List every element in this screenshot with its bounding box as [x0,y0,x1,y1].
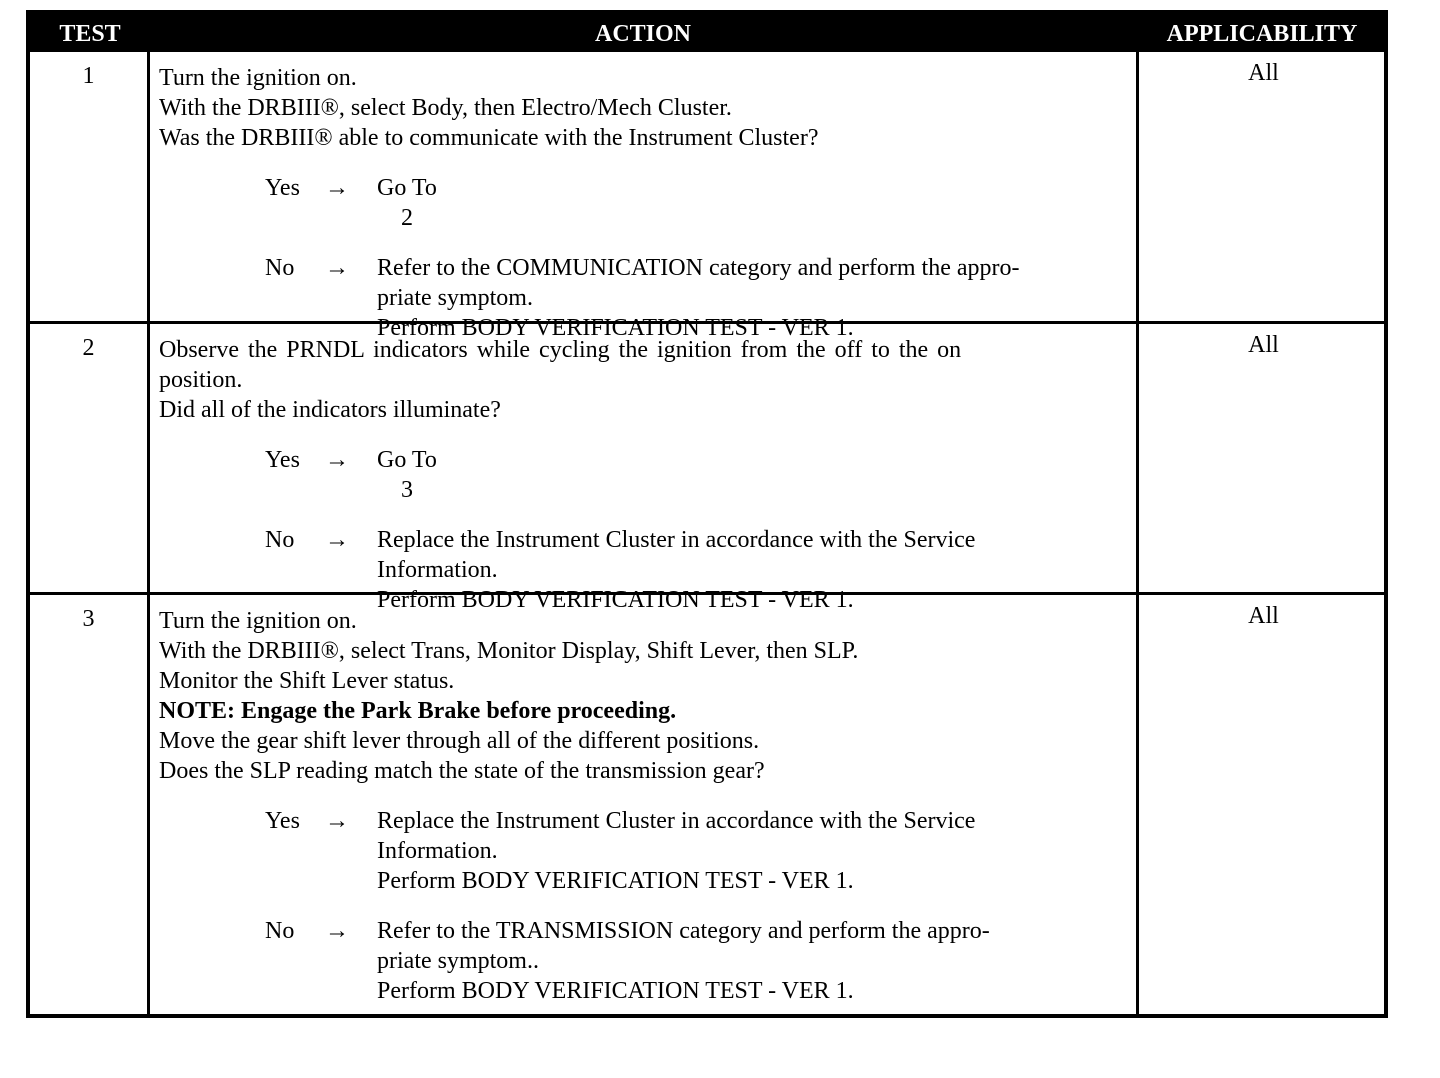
action-cell [150,595,1136,1014]
action-line: Did all of the indicators illuminate? [159,397,501,423]
answer-label: Yes [265,175,300,201]
result-line: Perform BODY VERIFICATION TEST - VER 1. [377,978,854,1004]
action-cell [150,324,1136,613]
header-action: ACTION [594,21,691,47]
applicability-value: All [1136,52,1388,324]
answer-label: Yes [265,808,300,834]
test-row-2 [30,321,1384,613]
arrow-icon: → [325,175,349,201]
arrow-icon: → [325,808,349,834]
arrow-icon: → [325,255,349,281]
answer-label: No [265,255,295,281]
test-row-1 [30,52,1384,341]
table-header [30,14,1384,52]
action-line: position. [159,367,243,393]
arrow-icon: → [325,527,349,553]
test-row-3 [30,592,1384,1014]
goto-number: 2 [401,205,413,231]
test-number: 3 [30,595,150,1014]
test-number: 2 [30,324,150,593]
branch-yes [159,173,1128,233]
result-line: Perform BODY VERIFICATION TEST - VER 1. [377,868,854,894]
branch-no [159,916,1128,1006]
action-line: Observe the PRNDL indicators while cycling the ignition from the off to the on [159,337,962,363]
goto-number: 3 [401,477,413,503]
applicability-value: All [1136,595,1388,1014]
result-line: Perform BODY VERIFICATION TEST - VER 1. [377,587,854,613]
test-number: 1 [30,52,150,324]
branch-yes [159,806,1128,896]
note-line: NOTE: Engage the Park Brake before proceeding. [159,698,677,724]
header-test: TEST [59,21,121,47]
result-line: priate symptom. [377,285,533,311]
result-line: Refer to the COMMUNICATION category and perform the appro- [377,255,1020,281]
result-line: Replace the Instrument Cluster in accordance with the Service [377,808,976,834]
header-applicability: APPLICABILITY [1166,21,1358,47]
action-cell [150,52,1136,341]
answer-label: Yes [265,447,300,473]
goto-label: Go To [377,447,437,473]
action-line: Monitor the Shift Lever status. [159,668,455,694]
result-line: Replace the Instrument Cluster in accordance with the Service [377,527,976,553]
result-line: Information. [377,838,498,864]
branch-yes [159,445,1128,505]
action-line: With the DRBIII®, select Trans, Monitor Display, Shift Lever, then SLP. [159,638,859,664]
action-line: Was the DRBIII® able to communicate with the Instrument Cluster? [159,125,819,151]
action-line: With the DRBIII®, select Body, then Electro/Mech Cluster. [159,95,732,121]
diagnostic-test-table [26,10,1388,1018]
arrow-icon: → [325,918,349,944]
action-line: Turn the ignition on. [159,608,357,634]
action-line: Does the SLP reading match the state of the transmission gear? [159,758,765,784]
action-line: Move the gear shift lever through all of the different positions. [159,728,760,754]
goto-label: Go To [377,175,437,201]
result-line: Information. [377,557,498,583]
answer-label: No [265,527,295,553]
result-line: priate symptom.. [377,948,539,974]
action-line: Turn the ignition on. [159,65,357,91]
applicability-value: All [1136,324,1388,593]
arrow-icon: → [325,447,349,473]
answer-label: No [265,918,295,944]
result-line: Refer to the TRANSMISSION category and perform the appro- [377,918,990,944]
result-line: Perform BODY VERIFICATION TEST - VER 1. [377,315,854,341]
